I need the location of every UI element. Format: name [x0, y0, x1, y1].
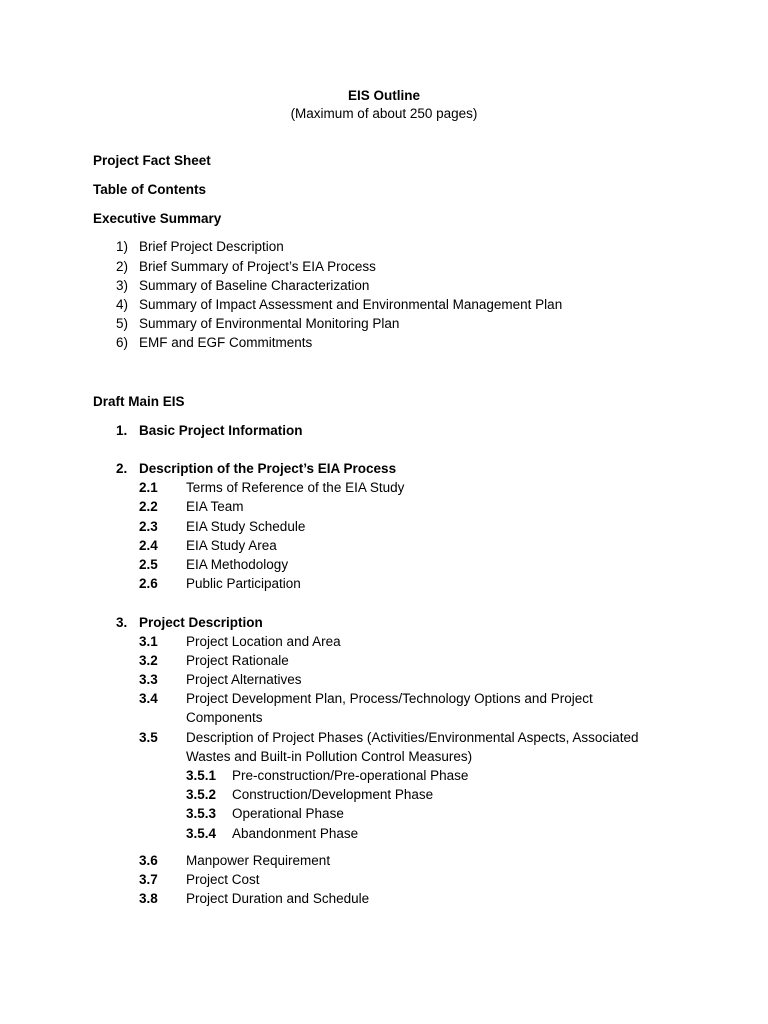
subsection-item: Project Development Plan, Process/Technology Options and Project — [186, 691, 593, 706]
subsection-number: 3.4 — [139, 691, 158, 706]
document-title: EIS Outline — [347, 88, 420, 103]
section-table-of-contents: Table of Contents — [93, 182, 206, 197]
section-executive-summary: Executive Summary — [93, 211, 222, 226]
subsection-item: EIA Study Area — [186, 538, 277, 553]
subsection-number: 2.2 — [139, 499, 158, 514]
section-project-fact-sheet: Project Fact Sheet — [93, 153, 211, 168]
phase-item: Operational Phase — [232, 806, 344, 821]
document-subtitle: (Maximum of about 250 pages) — [290, 106, 478, 121]
section-number: 2. — [116, 461, 128, 476]
list-item-number: 6) — [116, 335, 129, 350]
subsection-number: 3.7 — [139, 872, 158, 887]
phase-number: 3.5.1 — [186, 768, 217, 783]
subsection-item: Project Cost — [186, 872, 260, 887]
list-item-number: 5) — [116, 316, 129, 331]
subsection-item: Project Rationale — [186, 653, 289, 668]
subsection-number: 2.5 — [139, 557, 158, 572]
section-number: 1. — [116, 423, 128, 438]
subsection-item: Project Alternatives — [186, 672, 302, 687]
list-item-number: 3) — [116, 278, 129, 293]
subsection-item: EIA Study Schedule — [186, 519, 306, 534]
list-item: Brief Summary of Project’s EIA Process — [139, 259, 376, 274]
section-number: 3. — [116, 615, 128, 630]
section-draft-main-eis: Draft Main EIS — [93, 394, 185, 409]
phase-number: 3.5.4 — [186, 826, 217, 841]
subsection-item-continuation: Components — [186, 710, 263, 725]
subsection-number: 3.1 — [139, 634, 158, 649]
list-item: Summary of Baseline Characterization — [139, 278, 370, 293]
list-item-number: 1) — [116, 239, 129, 254]
subsection-item: Terms of Reference of the EIA Study — [186, 480, 405, 495]
phase-item: Abandonment Phase — [232, 826, 359, 841]
list-item: Summary of Impact Assessment and Environmental Management Plan — [139, 297, 563, 312]
subsection-item: Project Duration and Schedule — [186, 891, 370, 906]
subsection-number: 2.4 — [139, 538, 158, 553]
subsection-number: 3.5 — [139, 730, 158, 745]
subsection-number: 3.2 — [139, 653, 158, 668]
list-item: Summary of Environmental Monitoring Plan — [139, 316, 400, 331]
subsection-number: 2.3 — [139, 519, 158, 534]
phase-item: Pre-construction/Pre-operational Phase — [232, 768, 469, 783]
subsection-item-continuation: Wastes and Built-in Pollution Control Measures) — [186, 749, 473, 764]
subsection-number: 2.1 — [139, 480, 158, 495]
phase-number: 3.5.2 — [186, 787, 217, 802]
subsection-item: EIA Methodology — [186, 557, 289, 572]
section-heading: Description of the Project’s EIA Process — [139, 461, 397, 476]
list-item-number: 2) — [116, 259, 129, 274]
subsection-item: EIA Team — [186, 499, 244, 514]
subsection-item: Description of Project Phases (Activities/Environmental Aspects, Associated — [186, 730, 639, 745]
section-heading: Project Description — [139, 615, 263, 630]
list-item: EMF and EGF Commitments — [139, 335, 313, 350]
subsection-number: 3.6 — [139, 853, 158, 868]
phase-item: Construction/Development Phase — [232, 787, 434, 802]
subsection-number: 3.3 — [139, 672, 158, 687]
list-item: Brief Project Description — [139, 239, 284, 254]
list-item-number: 4) — [116, 297, 129, 312]
subsection-item: Project Location and Area — [186, 634, 341, 649]
phase-number: 3.5.3 — [186, 806, 217, 821]
subsection-number: 2.6 — [139, 576, 158, 591]
subsection-number: 3.8 — [139, 891, 158, 906]
subsection-item: Public Participation — [186, 576, 301, 591]
section-heading: Basic Project Information — [139, 423, 303, 438]
subsection-item: Manpower Requirement — [186, 853, 331, 868]
